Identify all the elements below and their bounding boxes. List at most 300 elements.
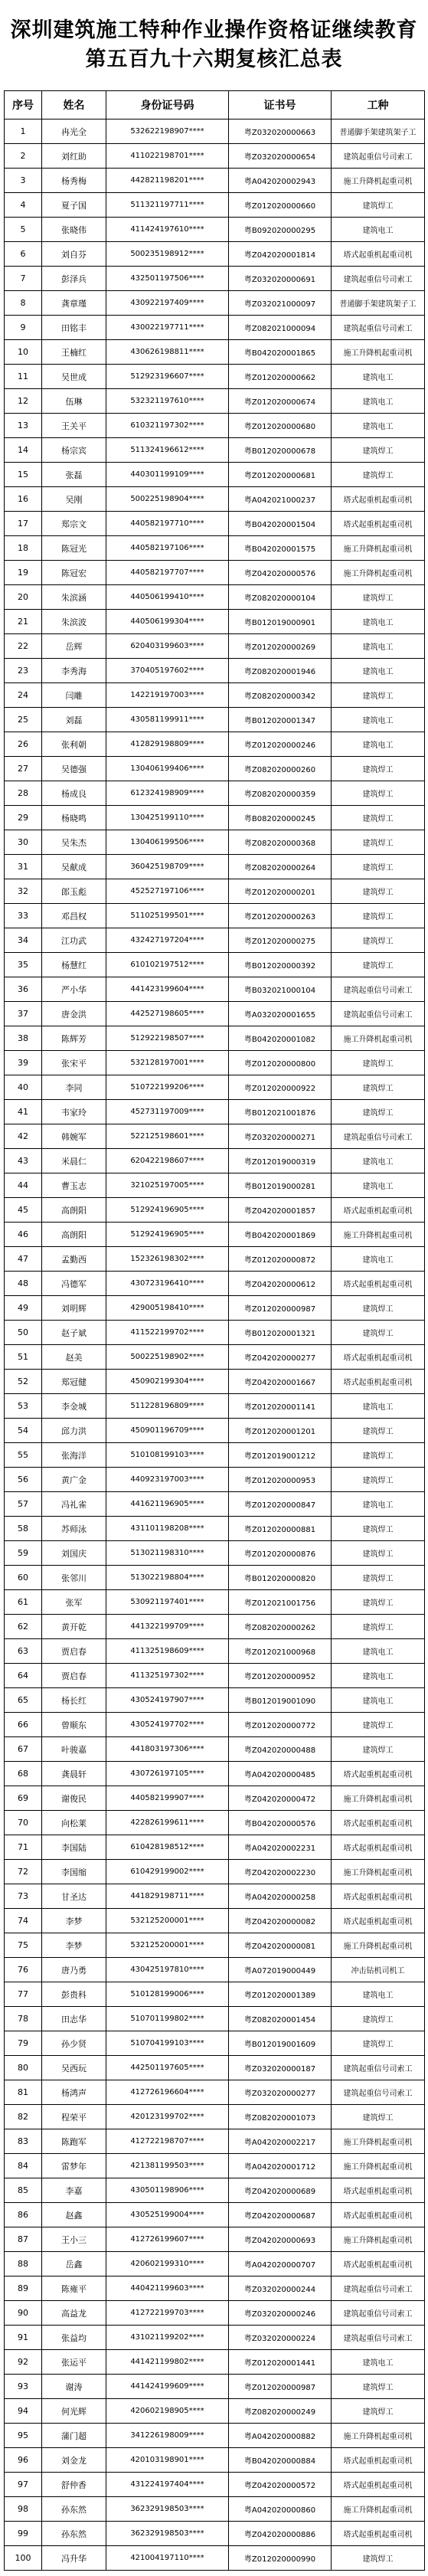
certificate-number: 粤Z032020000277 <box>229 2080 332 2105</box>
person-name: 赵美 <box>42 1345 106 1370</box>
person-name: 贾启春 <box>42 1664 106 1688</box>
id-number: 441829198711**** <box>106 1884 229 1909</box>
id-number: 511321197711**** <box>106 193 229 218</box>
person-name: 夏子国 <box>42 193 106 218</box>
person-name: 吴德强 <box>42 757 106 781</box>
table-row <box>5 2129 425 2154</box>
row-index: 1 <box>5 119 42 144</box>
id-number: 420103198901**** <box>106 2448 229 2473</box>
id-number: 513022198804**** <box>106 1566 229 1590</box>
person-name: 刘自芬 <box>42 242 106 267</box>
table-row <box>5 1173 425 1198</box>
job-type: 建筑起重信号司索工 <box>332 2080 425 2105</box>
certificate-number: 粤Z082020000260 <box>229 757 332 781</box>
job-type: 建筑起重信号司索工 <box>332 2056 425 2080</box>
id-number: 430626198811**** <box>106 340 229 365</box>
id-number: 440923197003**** <box>106 1468 229 1492</box>
row-index: 38 <box>5 1026 42 1051</box>
person-name: 贾启春 <box>42 1639 106 1664</box>
row-index: 77 <box>5 1982 42 2007</box>
certificate-number: 粤Z012019001212 <box>229 1443 332 1468</box>
row-index: 71 <box>5 1835 42 1860</box>
id-number: 130406199506**** <box>106 830 229 855</box>
job-type: 建筑起重信号司索工 <box>332 2326 425 2350</box>
person-name: 刘磊 <box>42 708 106 732</box>
row-index: 65 <box>5 1688 42 1713</box>
table-row <box>5 1075 425 1100</box>
certificate-number: 粤Z082020001946 <box>229 659 332 683</box>
id-number: 411325198609**** <box>106 1639 229 1664</box>
person-name: 黄开乾 <box>42 1615 106 1639</box>
certificate-number: 粤A042020000485 <box>229 1762 332 1786</box>
certificate-number: 粤Z042020002230 <box>229 1860 332 1884</box>
row-index: 47 <box>5 1247 42 1272</box>
id-number: 431224197404**** <box>106 2473 229 2497</box>
table-row <box>5 732 425 757</box>
person-name: 杨长红 <box>42 1688 106 1713</box>
job-type: 建筑电工 <box>332 389 425 414</box>
person-name: 韩婉军 <box>42 1124 106 1149</box>
certificate-number: 粤A072019000449 <box>229 1958 332 1982</box>
person-name: 高益龙 <box>42 2301 106 2326</box>
certificate-number: 粤Z042020000488 <box>229 1737 332 1762</box>
table-row <box>5 2154 425 2178</box>
person-name: 邱力洪 <box>42 1419 106 1443</box>
person-name: 江功武 <box>42 928 106 953</box>
job-type: 建筑焊工 <box>332 438 425 463</box>
table-row <box>5 242 425 267</box>
id-number: 440421199603**** <box>106 2277 229 2301</box>
job-type: 施工升降机起重司机 <box>332 1933 425 1958</box>
table-header-row <box>5 91 425 119</box>
person-name: 何光辉 <box>42 2399 106 2424</box>
table-row <box>5 1100 425 1124</box>
row-index: 5 <box>5 218 42 242</box>
table-row <box>5 1762 425 1786</box>
table-row <box>5 561 425 585</box>
row-index: 22 <box>5 634 42 659</box>
person-name: 杨晓鸣 <box>42 806 106 830</box>
table-row <box>5 2424 425 2448</box>
person-name: 苏师泳 <box>42 1517 106 1541</box>
id-number: 420602198905**** <box>106 2399 229 2424</box>
id-number: 440506199410**** <box>106 585 229 610</box>
id-number: 362329198503**** <box>106 2522 229 2546</box>
certificate-number: 粤Z082020000342 <box>229 683 332 708</box>
certificate-number: 粤B012019001609 <box>229 2031 332 2056</box>
certificate-number: 粤B012020000678 <box>229 438 332 463</box>
id-number: 441803197306**** <box>106 1737 229 1762</box>
job-type: 建筑电工 <box>332 1149 425 1173</box>
person-name: 李国缩 <box>42 1860 106 1884</box>
row-index: 4 <box>5 193 42 218</box>
job-type: 建筑起重信号司索工 <box>332 2277 425 2301</box>
row-index: 45 <box>5 1198 42 1223</box>
row-index: 51 <box>5 1345 42 1370</box>
row-index: 97 <box>5 2473 42 2497</box>
id-number: 130406199406**** <box>106 757 229 781</box>
table-row <box>5 2375 425 2399</box>
person-name: 陈跑军 <box>42 2129 106 2154</box>
table-row <box>5 1541 425 1566</box>
job-type: 塔式起重机起重司机 <box>332 1884 425 1909</box>
job-type: 建筑焊工 <box>332 2375 425 2399</box>
row-index: 2 <box>5 144 42 169</box>
table-row <box>5 1247 425 1272</box>
person-name: 伍琳 <box>42 389 106 414</box>
id-number: 620403199603**** <box>106 634 229 659</box>
table-row <box>5 953 425 977</box>
certificate-number: 粤Z042020000277 <box>229 1345 332 1370</box>
id-number: 440582199907**** <box>106 1786 229 1811</box>
job-type: 普通脚手架建筑架子工 <box>332 291 425 316</box>
id-number: 532321197610**** <box>106 389 229 414</box>
certificate-number: 粤Z012020000922 <box>229 1075 332 1100</box>
certificate-number: 粤Z012020000876 <box>229 1541 332 1566</box>
row-index: 36 <box>5 977 42 1002</box>
table-row <box>5 806 425 830</box>
row-index: 11 <box>5 365 42 389</box>
certificate-number: 粤Z042020001814 <box>229 242 332 267</box>
table-row <box>5 2007 425 2031</box>
certificate-number: 粤A042020002217 <box>229 2129 332 2154</box>
job-type: 建筑焊工 <box>332 806 425 830</box>
person-name: 吴刚 <box>42 487 106 512</box>
id-number: 532128197001**** <box>106 1051 229 1075</box>
certificate-number: 粤B092020000295 <box>229 218 332 242</box>
job-type: 建筑电工 <box>332 1173 425 1198</box>
person-name: 韦家玲 <box>42 1100 106 1124</box>
job-type: 建筑焊工 <box>332 1468 425 1492</box>
id-number: 500235198912**** <box>106 242 229 267</box>
job-type: 施工升降机起重司机 <box>332 561 425 585</box>
certificate-number: 粤Z032020000224 <box>229 2326 332 2350</box>
table-row <box>5 1590 425 1615</box>
table-row <box>5 879 425 904</box>
job-type: 建筑电工 <box>332 2350 425 2375</box>
table-row <box>5 1811 425 1835</box>
certificate-number: 粤Z012020000275 <box>229 928 332 953</box>
certificate-number: 粤Z012020000953 <box>229 1468 332 1492</box>
certificate-number: 粤Z012021000968 <box>229 1639 332 1664</box>
row-index: 54 <box>5 1419 42 1443</box>
job-type: 建筑电工 <box>332 1982 425 2007</box>
certificate-number: 粤Z032020000244 <box>229 2277 332 2301</box>
id-number: 512924196905**** <box>106 1223 229 1247</box>
certificate-number: 粤Z042020001667 <box>229 1370 332 1394</box>
person-name: 孙东然 <box>42 2522 106 2546</box>
row-index: 83 <box>5 2129 42 2154</box>
person-name: 孙东然 <box>42 2497 106 2522</box>
row-index: 27 <box>5 757 42 781</box>
table-row <box>5 1051 425 1075</box>
person-name: 冯礼雀 <box>42 1492 106 1517</box>
person-name: 唐金洪 <box>42 1002 106 1026</box>
id-number: 522125198601**** <box>106 1124 229 1149</box>
job-type: 冲击钻机司机工 <box>332 1958 425 1982</box>
header-certificate-number: 证书号 <box>229 91 332 119</box>
row-index: 17 <box>5 512 42 536</box>
job-type: 塔式起重机起重司机 <box>332 2203 425 2227</box>
certificate-number: 粤Z042020000572 <box>229 2473 332 2497</box>
certificate-number: 粤Z032020000691 <box>229 267 332 291</box>
id-number: 532125200001**** <box>106 1933 229 1958</box>
row-index: 55 <box>5 1443 42 1468</box>
person-name: 冯升华 <box>42 2546 106 2571</box>
job-type: 建筑焊工 <box>332 1100 425 1124</box>
id-number: 412726196604**** <box>106 2080 229 2105</box>
row-index: 60 <box>5 1566 42 1590</box>
person-name: 王关平 <box>42 414 106 438</box>
row-index: 100 <box>5 2546 42 2571</box>
table-row <box>5 2473 425 2497</box>
row-index: 70 <box>5 1811 42 1835</box>
row-index: 18 <box>5 536 42 561</box>
id-number: 452731197009**** <box>106 1100 229 1124</box>
certificate-number: 粤B042020001575 <box>229 536 332 561</box>
row-index: 81 <box>5 2080 42 2105</box>
job-type: 建筑焊工 <box>332 1737 425 1762</box>
row-index: 78 <box>5 2007 42 2031</box>
table-row <box>5 757 425 781</box>
id-number: 412722198707**** <box>106 2129 229 2154</box>
person-name: 龚章瑾 <box>42 291 106 316</box>
certificate-number: 粤B042020001504 <box>229 512 332 536</box>
table-body <box>5 119 425 2571</box>
certificate-number: 粤B012019000901 <box>229 610 332 634</box>
person-name: 张运平 <box>42 2350 106 2375</box>
row-index: 85 <box>5 2178 42 2203</box>
id-number: 430022197711**** <box>106 316 229 340</box>
row-index: 14 <box>5 438 42 463</box>
person-name: 李梦 <box>42 1933 106 1958</box>
certificate-number: 粤Z082020001073 <box>229 2105 332 2129</box>
row-index: 44 <box>5 1173 42 1198</box>
id-number: 412722199703**** <box>106 2301 229 2326</box>
table-row <box>5 2277 425 2301</box>
certificate-number: 粤Z012020000269 <box>229 634 332 659</box>
table-row <box>5 1345 425 1370</box>
certificate-number: 粤Z012020000201 <box>229 879 332 904</box>
certificate-number: 粤B042020001082 <box>229 1026 332 1051</box>
table-row <box>5 512 425 536</box>
person-name: 李嘉 <box>42 2178 106 2203</box>
id-number: 430425197810**** <box>106 1958 229 1982</box>
id-number: 442527198605**** <box>106 1002 229 1026</box>
id-number: 341226198009**** <box>106 2424 229 2448</box>
row-index: 50 <box>5 1321 42 1345</box>
certificate-number: 粤Z082020000264 <box>229 855 332 879</box>
id-number: 510108199103**** <box>106 1443 229 1468</box>
table-row <box>5 2301 425 2326</box>
job-type: 建筑焊工 <box>332 1566 425 1590</box>
job-type: 建筑焊工 <box>332 1443 425 1468</box>
job-type: 建筑电工 <box>332 1688 425 1713</box>
row-index: 33 <box>5 904 42 928</box>
certificate-number: 粤Z042020000693 <box>229 2227 332 2252</box>
table-row <box>5 1639 425 1664</box>
table-row <box>5 2031 425 2056</box>
row-index: 98 <box>5 2497 42 2522</box>
job-type: 建筑焊工 <box>332 2007 425 2031</box>
job-type: 施工升降机起重司机 <box>332 2424 425 2448</box>
id-number: 412829198809**** <box>106 732 229 757</box>
table-row <box>5 1296 425 1321</box>
id-number: 532125200001**** <box>106 1909 229 1933</box>
row-index: 25 <box>5 708 42 732</box>
job-type: 塔式起重机起重司机 <box>332 1835 425 1860</box>
row-index: 12 <box>5 389 42 414</box>
certificate-number: 粤A042020000882 <box>229 2424 332 2448</box>
id-number: 440582197707**** <box>106 561 229 585</box>
job-type: 施工升降机起重司机 <box>332 169 425 193</box>
person-name: 李同 <box>42 1075 106 1100</box>
header-name: 姓名 <box>42 91 106 119</box>
person-name: 严小华 <box>42 977 106 1002</box>
id-number: 442501197605**** <box>106 2056 229 2080</box>
row-index: 35 <box>5 953 42 977</box>
table-row <box>5 2178 425 2203</box>
row-index: 58 <box>5 1517 42 1541</box>
table-row <box>5 2497 425 2522</box>
id-number: 512923196607**** <box>106 365 229 389</box>
row-index: 3 <box>5 169 42 193</box>
person-name: 唐乃勇 <box>42 1958 106 1982</box>
job-type: 建筑电工 <box>332 659 425 683</box>
row-index: 87 <box>5 2227 42 2252</box>
table-row <box>5 438 425 463</box>
job-type: 建筑焊工 <box>332 1075 425 1100</box>
certificate-number: 粤Z012020000680 <box>229 414 332 438</box>
row-index: 76 <box>5 1958 42 1982</box>
person-name: 郎玉彪 <box>42 879 106 904</box>
id-number: 610102197512**** <box>106 953 229 977</box>
table-row <box>5 1786 425 1811</box>
id-number: 612324198909**** <box>106 781 229 806</box>
title-line-1: 深圳建筑施工特种作业操作资格证继续教育 <box>10 18 418 42</box>
table-row <box>5 1909 425 1933</box>
id-number: 440301199109**** <box>106 463 229 487</box>
person-name: 李金城 <box>42 1394 106 1419</box>
person-name: 岳鑫 <box>42 2252 106 2277</box>
row-index: 86 <box>5 2203 42 2227</box>
id-number: 411424197610**** <box>106 218 229 242</box>
table-row <box>5 781 425 806</box>
person-name: 张磊 <box>42 463 106 487</box>
row-index: 67 <box>5 1737 42 1762</box>
job-type: 建筑焊工 <box>332 879 425 904</box>
job-type: 建筑电工 <box>332 414 425 438</box>
row-index: 94 <box>5 2399 42 2424</box>
job-type: 建筑电工 <box>332 610 425 634</box>
certificate-number: 粤A042021000237 <box>229 487 332 512</box>
id-number: 430525199004**** <box>106 2203 229 2227</box>
job-type: 施工升降机起重司机 <box>332 1223 425 1247</box>
job-type: 建筑焊工 <box>332 904 425 928</box>
id-number: 420602199310**** <box>106 2252 229 2277</box>
certificate-number: 粤Z012020000674 <box>229 389 332 414</box>
id-number: 511025199501**** <box>106 904 229 928</box>
row-index: 20 <box>5 585 42 610</box>
certificate-number: 粤Z012020000987 <box>229 2375 332 2399</box>
certificate-number: 粤Z032020000187 <box>229 2056 332 2080</box>
id-number: 510701199802**** <box>106 2007 229 2031</box>
roster-table <box>4 90 425 2571</box>
row-index: 75 <box>5 1933 42 1958</box>
job-type: 建筑焊工 <box>332 757 425 781</box>
job-type: 施工升降机起重司机 <box>332 2154 425 2178</box>
row-index: 59 <box>5 1541 42 1566</box>
table-row <box>5 169 425 193</box>
person-name: 刘红助 <box>42 144 106 169</box>
certificate-number: 粤Z082020000359 <box>229 781 332 806</box>
job-type: 建筑电工 <box>332 1394 425 1419</box>
certificate-number: 粤B012019001090 <box>229 1688 332 1713</box>
id-number: 530921197401**** <box>106 1590 229 1615</box>
person-name: 张军 <box>42 1590 106 1615</box>
id-number: 360425198709**** <box>106 855 229 879</box>
row-index: 56 <box>5 1468 42 1492</box>
table-row <box>5 1933 425 1958</box>
table-row <box>5 389 425 414</box>
id-number: 430581199911**** <box>106 708 229 732</box>
certificate-number: 粤Z012020001441 <box>229 2350 332 2375</box>
table-row <box>5 2080 425 2105</box>
table-row <box>5 1468 425 1492</box>
row-index: 63 <box>5 1639 42 1664</box>
certificate-number: 粤Z012020000987 <box>229 1296 332 1321</box>
job-type: 建筑焊工 <box>332 683 425 708</box>
job-type: 建筑焊工 <box>332 1051 425 1075</box>
person-name: 雷梦年 <box>42 2154 106 2178</box>
row-index: 64 <box>5 1664 42 1688</box>
row-index: 84 <box>5 2154 42 2178</box>
certificate-number: 粤Z012020000263 <box>229 904 332 928</box>
table-row <box>5 144 425 169</box>
person-name: 陈辉芳 <box>42 1026 106 1051</box>
job-type: 塔式起重机起重司机 <box>332 1198 425 1223</box>
certificate-number: 粤Z042020000081 <box>229 1933 332 1958</box>
table-row <box>5 2399 425 2424</box>
id-number: 441621196905**** <box>106 1492 229 1517</box>
table-row <box>5 1517 425 1541</box>
certificate-number: 粤B012020000392 <box>229 953 332 977</box>
row-index: 69 <box>5 1786 42 1811</box>
id-number: 411022198701**** <box>106 144 229 169</box>
job-type: 建筑焊工 <box>332 855 425 879</box>
row-index: 62 <box>5 1615 42 1639</box>
job-type: 塔式起重机起重司机 <box>332 2178 425 2203</box>
table-row <box>5 1860 425 1884</box>
certificate-number: 粤Z012020000952 <box>229 1664 332 1688</box>
person-name: 龚晨轩 <box>42 1762 106 1786</box>
certificate-number: 粤Z032020000654 <box>229 144 332 169</box>
certificate-number: 粤Z042020000612 <box>229 1272 332 1296</box>
table-row <box>5 683 425 708</box>
job-type: 建筑焊工 <box>332 193 425 218</box>
row-index: 19 <box>5 561 42 585</box>
id-number: 430524197702**** <box>106 1713 229 1737</box>
job-type: 建筑起重信号司索工 <box>332 1124 425 1149</box>
table-row <box>5 1124 425 1149</box>
job-type: 建筑焊工 <box>332 953 425 977</box>
job-type: 建筑电工 <box>332 634 425 659</box>
person-name: 赵子斌 <box>42 1321 106 1345</box>
id-number: 510128199006**** <box>106 1982 229 2007</box>
certificate-number: 粤Z032020000663 <box>229 119 332 144</box>
person-name: 曾顺东 <box>42 1713 106 1737</box>
person-name: 吴朱杰 <box>42 830 106 855</box>
